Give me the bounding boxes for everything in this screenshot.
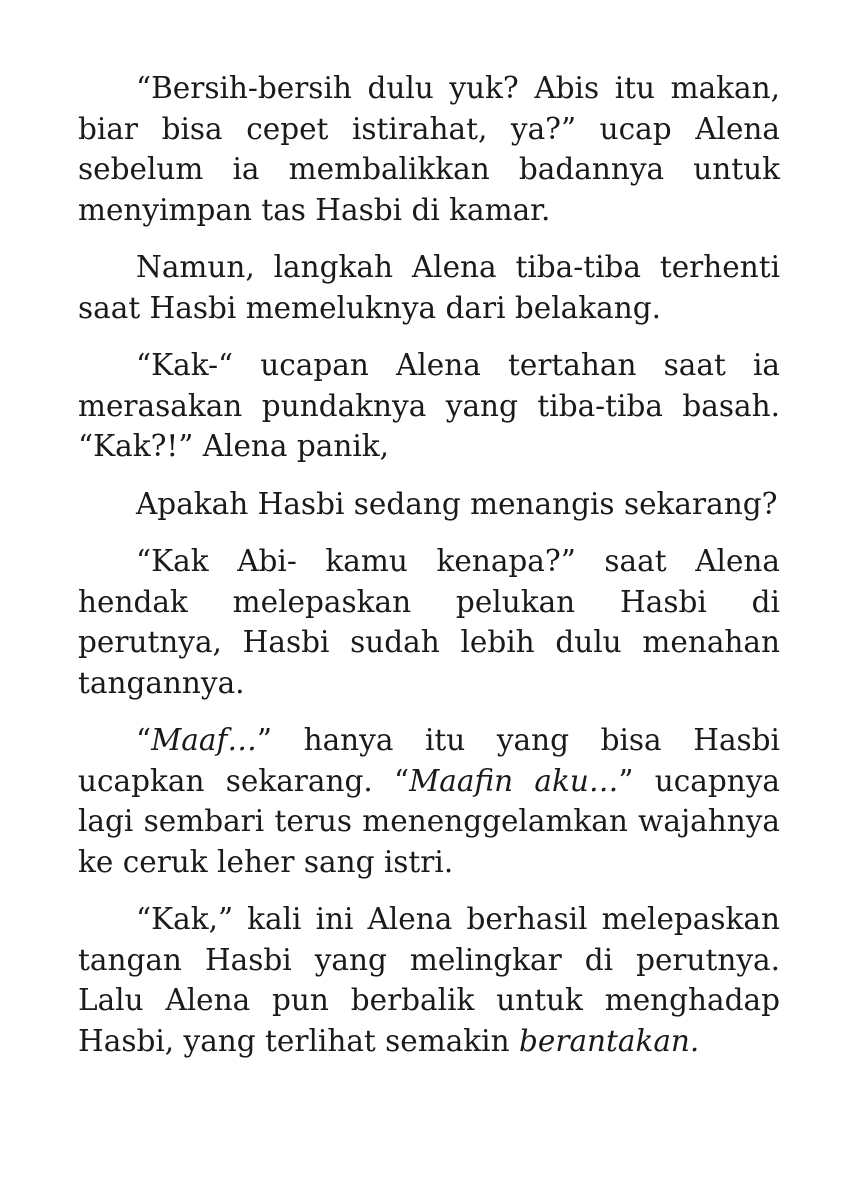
paragraph-1: [78, 68, 780, 230]
paragraph-text: “Kak,” kali ini Alena berhasil melepaskan tangan Hasbi yang melingkar di perutnya. Lalu Alena pun berbalik untuk menghadap Hasbi, yang terlihat semakin: [78, 902, 780, 1058]
paragraph-text: Namun, langkah Alena tiba-tiba terhenti saat Hasbi memeluknya dari belakang.: [78, 250, 780, 325]
paragraph-3: [78, 345, 780, 467]
paragraph-6: [78, 720, 780, 882]
italic-text: Maafin aku…: [409, 763, 619, 798]
paragraph-text: “Kak-“ ucapan Alena tertahan saat ia merasakan pundaknya yang tiba-tiba basah. “Kak?!” Alena panik,: [78, 348, 780, 463]
paragraph-text: Apakah Hasbi sedang menangis sekarang?: [136, 486, 778, 521]
italic-text: berantakan.: [519, 1023, 700, 1058]
paragraph-text: ” ucapnya lagi sembari terus menenggelamkan wajahnya ke ceruk leher sang istri.: [78, 763, 780, 879]
paragraph-2: [78, 247, 780, 328]
paragraph-text: “: [136, 723, 152, 757]
paragraph-text: ” hanya itu yang bisa Hasbi ucapkan sekarang. “: [78, 723, 780, 798]
paragraph-text: “Bersih-bersih dulu yuk? Abis itu makan, biar bisa cepet istirahat, ya?” ucap Alena sebelum ia membalikkan badannya untuk menyimpan tas Hasbi di kamar.: [78, 71, 780, 227]
paragraph-text: “Kak Abi- kamu kenapa?” saat Alena hendak melepaskan pelukan Hasbi di perutnya, Hasbi sudah lebih dulu menahan tangannya.: [78, 544, 780, 700]
italic-text: Maaf…: [151, 723, 257, 757]
paragraph-4: [78, 484, 780, 525]
paragraph-5: [78, 541, 780, 703]
document-page: [78, 68, 780, 1078]
paragraph-7: [78, 899, 780, 1061]
